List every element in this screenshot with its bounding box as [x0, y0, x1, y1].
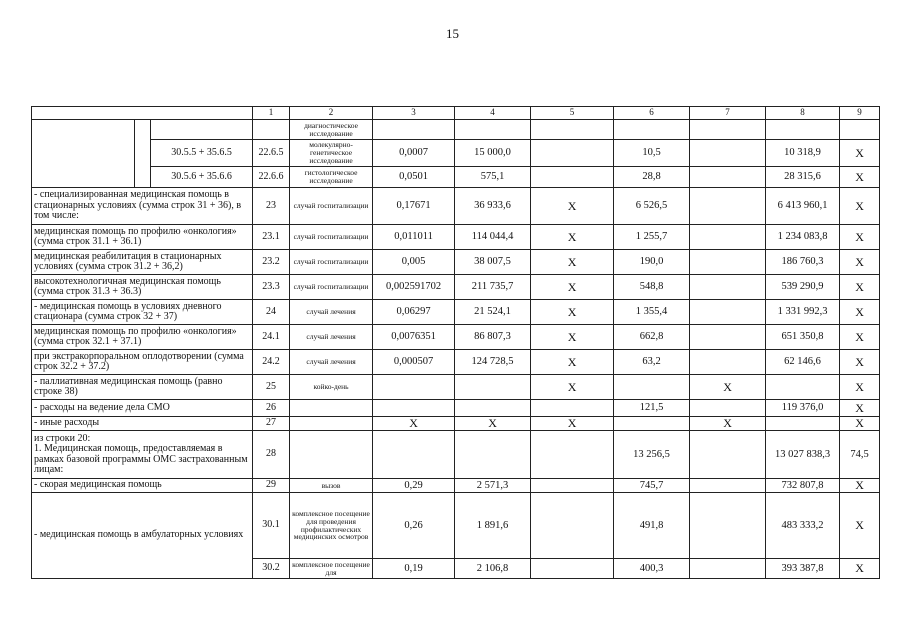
- header-row: [32, 107, 880, 120]
- cell-col-3: Х: [373, 417, 455, 431]
- table-row: [32, 375, 880, 400]
- cell-col-6: 121,5: [614, 400, 690, 417]
- row-number: 30.2: [253, 559, 290, 579]
- formula-cell: [151, 120, 253, 140]
- row-name: медицинская помощь по профилю «онкология» (сумма строк 32.1 + 37.1): [32, 325, 253, 350]
- cell-col-7: [690, 250, 766, 275]
- table-row: [32, 350, 880, 375]
- cell-col-7: [690, 120, 766, 140]
- cell-col-3: [373, 400, 455, 417]
- cell-col-6: 13 256,5: [614, 431, 690, 479]
- header-col-1: 1: [253, 107, 290, 120]
- cell-col-5: [531, 120, 614, 140]
- table-row: [32, 275, 880, 300]
- cell-col-8: 13 027 838,3: [766, 431, 840, 479]
- row-number: 25: [253, 375, 290, 400]
- cell-col-3: [373, 120, 455, 140]
- cell-col-8: 651 350,8: [766, 325, 840, 350]
- cell-col-5: Х: [531, 375, 614, 400]
- cell-col-8: 483 333,2: [766, 493, 840, 559]
- cell-col-4: 86 807,3: [455, 325, 531, 350]
- cell-col-4: 36 933,6: [455, 188, 531, 225]
- cell-col-7: [690, 350, 766, 375]
- unit-cell: комплексное посещение для проведения профилактических медицинских осмотров: [290, 493, 373, 559]
- cell-col-7: [690, 559, 766, 579]
- cell-col-3: 0,29: [373, 479, 455, 493]
- cell-col-9: Х: [840, 325, 880, 350]
- cell-col-9: Х: [840, 167, 880, 188]
- row-number: 26: [253, 400, 290, 417]
- cell-col-3: [373, 431, 455, 479]
- cell-col-3: 0,000507: [373, 350, 455, 375]
- cell-col-3: 0,17671: [373, 188, 455, 225]
- cell-col-4: 2 106,8: [455, 559, 531, 579]
- unit-cell: случай лечения: [290, 300, 373, 325]
- cell-col-5: [531, 140, 614, 167]
- table-row: [32, 300, 880, 325]
- cell-col-7: Х: [690, 417, 766, 431]
- cell-col-5: Х: [531, 250, 614, 275]
- cell-col-4: 211 735,7: [455, 275, 531, 300]
- cell-col-4: 38 007,5: [455, 250, 531, 275]
- page-number: 15: [446, 26, 459, 41]
- cell-col-4: 15 000,0: [455, 140, 531, 167]
- row-number: 23.1: [253, 225, 290, 250]
- cell-col-5: Х: [531, 225, 614, 250]
- unit-cell: случай госпитализации: [290, 188, 373, 225]
- cell-col-5: Х: [531, 417, 614, 431]
- cell-col-8: 6 413 960,1: [766, 188, 840, 225]
- table-row: [32, 400, 880, 417]
- cell-col-3: 0,0501: [373, 167, 455, 188]
- row-name: из строки 20: 1. Медицинская помощь, предоставляемая в рамках базовой программы ОМС застрахованным лицам:: [32, 431, 253, 479]
- row-number: 23.2: [253, 250, 290, 275]
- cell-col-4: 114 044,4: [455, 225, 531, 250]
- cell-col-9: Х: [840, 350, 880, 375]
- header-col-2: 2: [290, 107, 373, 120]
- table-row: [32, 493, 880, 559]
- cell-col-7: [690, 167, 766, 188]
- cell-col-9: Х: [840, 250, 880, 275]
- cell-col-6: 6 526,5: [614, 188, 690, 225]
- row-name: - медицинская помощь в амбулаторных условиях: [32, 493, 253, 579]
- row-number: 22.6.5: [253, 140, 290, 167]
- cell-col-6: 400,3: [614, 559, 690, 579]
- table-row: [32, 479, 880, 493]
- cell-col-7: [690, 400, 766, 417]
- row-number: 30.1: [253, 493, 290, 559]
- cell-col-9: [840, 120, 880, 140]
- row-number: 27: [253, 417, 290, 431]
- cell-col-7: [690, 493, 766, 559]
- cell-col-7: [690, 275, 766, 300]
- cell-col-8: 1 331 992,3: [766, 300, 840, 325]
- cell-col-9: Х: [840, 400, 880, 417]
- row-number: 24.1: [253, 325, 290, 350]
- cell-col-9: Х: [840, 275, 880, 300]
- cell-col-6: 10,5: [614, 140, 690, 167]
- cell-col-7: [690, 325, 766, 350]
- cell-col-6: [614, 120, 690, 140]
- cell-col-3: 0,19: [373, 559, 455, 579]
- cell-col-5: Х: [531, 300, 614, 325]
- unit-cell: случай лечения: [290, 325, 373, 350]
- cell-col-5: Х: [531, 188, 614, 225]
- cell-col-6: 491,8: [614, 493, 690, 559]
- unit-cell: гистологическое исследование: [290, 167, 373, 188]
- unit-cell: комплексное посещение для: [290, 559, 373, 579]
- cell-col-7: [690, 479, 766, 493]
- cell-col-6: 548,8: [614, 275, 690, 300]
- formula-cell: 30.5.5 + 35.6.5: [151, 140, 253, 167]
- unit-cell: случай госпитализации: [290, 250, 373, 275]
- row-number: 23.3: [253, 275, 290, 300]
- cell-col-3: 0,002591702: [373, 275, 455, 300]
- cell-col-3: 0,005: [373, 250, 455, 275]
- table-row: [32, 188, 880, 225]
- row-name: - медицинская помощь в условиях дневного стационара (сумма строк 32 + 37): [32, 300, 253, 325]
- cell-col-9: 74,5: [840, 431, 880, 479]
- header-col-8: 8: [766, 107, 840, 120]
- cell-col-4: Х: [455, 417, 531, 431]
- formula-cell: 30.5.6 + 35.6.6: [151, 167, 253, 188]
- table-row: [32, 120, 880, 140]
- header-col-6: 6: [614, 107, 690, 120]
- cell-col-3: 0,06297: [373, 300, 455, 325]
- cell-col-9: Х: [840, 479, 880, 493]
- header-col-4: 4: [455, 107, 531, 120]
- row-number: 24.2: [253, 350, 290, 375]
- cell-col-4: 21 524,1: [455, 300, 531, 325]
- header-col-7: 7: [690, 107, 766, 120]
- cell-col-7: [690, 140, 766, 167]
- row-name: медицинская помощь по профилю «онкология» (сумма строк 31.1 + 36.1): [32, 225, 253, 250]
- cell-col-3: 0,0076351: [373, 325, 455, 350]
- row-number: [253, 120, 290, 140]
- unit-cell: случай лечения: [290, 350, 373, 375]
- cell-col-7: [690, 225, 766, 250]
- row-number: 24: [253, 300, 290, 325]
- cell-col-8: [766, 375, 840, 400]
- header-blank: [32, 107, 253, 120]
- cell-col-6: 63,2: [614, 350, 690, 375]
- cell-col-9: Х: [840, 188, 880, 225]
- cell-col-9: Х: [840, 493, 880, 559]
- row-name: - расходы на ведение дела СМО: [32, 400, 253, 417]
- unit-cell: [290, 417, 373, 431]
- statistics-table: [31, 106, 880, 579]
- row-number: 29: [253, 479, 290, 493]
- table-row: [32, 417, 880, 431]
- cell-col-8: 119 376,0: [766, 400, 840, 417]
- indent-cell: [135, 120, 151, 188]
- unit-cell: случай госпитализации: [290, 275, 373, 300]
- cell-col-3: 0,0007: [373, 140, 455, 167]
- unit-cell: койко-день: [290, 375, 373, 400]
- cell-col-3: [373, 375, 455, 400]
- table-row: [32, 325, 880, 350]
- cell-col-6: 662,8: [614, 325, 690, 350]
- row-name: - паллиативная медицинская помощь (равно строке 38): [32, 375, 253, 400]
- cell-col-5: [531, 167, 614, 188]
- row-name: - иные расходы: [32, 417, 253, 431]
- table-row: [32, 250, 880, 275]
- cell-col-6: [614, 375, 690, 400]
- cell-col-7: Х: [690, 375, 766, 400]
- cell-col-9: Х: [840, 559, 880, 579]
- row-number: 28: [253, 431, 290, 479]
- row-name: - специализированная медицинская помощь в стационарных условиях (сумма строк 31 + 36), в том числе:: [32, 188, 253, 225]
- cell-col-8: 62 146,6: [766, 350, 840, 375]
- cell-col-7: [690, 300, 766, 325]
- cell-col-8: 393 387,8: [766, 559, 840, 579]
- cell-col-5: Х: [531, 275, 614, 300]
- cell-col-4: [455, 375, 531, 400]
- unit-cell: диагностическое исследование: [290, 120, 373, 140]
- cell-col-5: Х: [531, 325, 614, 350]
- cell-col-6: 1 255,7: [614, 225, 690, 250]
- row-name: при экстракорпоральном оплодотворении (сумма строк 32.2 + 37.2): [32, 350, 253, 375]
- unit-cell: случай госпитализации: [290, 225, 373, 250]
- unit-cell: [290, 431, 373, 479]
- row-name: высокотехнологичная медицинская помощь (сумма строк 31.3 + 36.3): [32, 275, 253, 300]
- cell-col-5: [531, 400, 614, 417]
- unit-cell: молекулярно-генетическое исследование: [290, 140, 373, 167]
- cell-col-8: 28 315,6: [766, 167, 840, 188]
- cell-col-5: [531, 493, 614, 559]
- header-col-3: 3: [373, 107, 455, 120]
- row-number: 22.6.6: [253, 167, 290, 188]
- cell-col-8: [766, 120, 840, 140]
- cell-col-4: 124 728,5: [455, 350, 531, 375]
- cell-col-7: [690, 188, 766, 225]
- cell-col-6: 190,0: [614, 250, 690, 275]
- cell-col-9: Х: [840, 140, 880, 167]
- cell-col-3: 0,26: [373, 493, 455, 559]
- cell-col-5: [531, 559, 614, 579]
- header-col-5: 5: [531, 107, 614, 120]
- cell-col-6: [614, 417, 690, 431]
- cell-col-8: [766, 417, 840, 431]
- cell-col-7: [690, 431, 766, 479]
- cell-col-8: 1 234 083,8: [766, 225, 840, 250]
- cell-col-5: [531, 479, 614, 493]
- cell-col-8: 539 290,9: [766, 275, 840, 300]
- cell-col-6: 28,8: [614, 167, 690, 188]
- table-row: [32, 225, 880, 250]
- cell-col-4: [455, 120, 531, 140]
- cell-col-4: 1 891,6: [455, 493, 531, 559]
- header-col-9: 9: [840, 107, 880, 120]
- continued-name-cell: [32, 120, 135, 188]
- table-row: [32, 140, 880, 167]
- cell-col-3: 0,011011: [373, 225, 455, 250]
- row-name: медицинская реабилитация в стационарных условиях (сумма строк 31.2 + 36,2): [32, 250, 253, 275]
- unit-cell: [290, 400, 373, 417]
- table-row: [32, 167, 880, 188]
- cell-col-6: 745,7: [614, 479, 690, 493]
- cell-col-5: [531, 431, 614, 479]
- cell-col-6: 1 355,4: [614, 300, 690, 325]
- cell-col-9: Х: [840, 300, 880, 325]
- cell-col-5: Х: [531, 350, 614, 375]
- cell-col-4: [455, 431, 531, 479]
- cell-col-9: Х: [840, 375, 880, 400]
- row-name: - скорая медицинская помощь: [32, 479, 253, 493]
- cell-col-4: 2 571,3: [455, 479, 531, 493]
- row-number: 23: [253, 188, 290, 225]
- cell-col-9: Х: [840, 417, 880, 431]
- cell-col-8: 732 807,8: [766, 479, 840, 493]
- cell-col-4: [455, 400, 531, 417]
- cell-col-4: 575,1: [455, 167, 531, 188]
- cell-col-9: Х: [840, 225, 880, 250]
- cell-col-8: 10 318,9: [766, 140, 840, 167]
- table-row: [32, 431, 880, 479]
- unit-cell: вызов: [290, 479, 373, 493]
- cell-col-8: 186 760,3: [766, 250, 840, 275]
